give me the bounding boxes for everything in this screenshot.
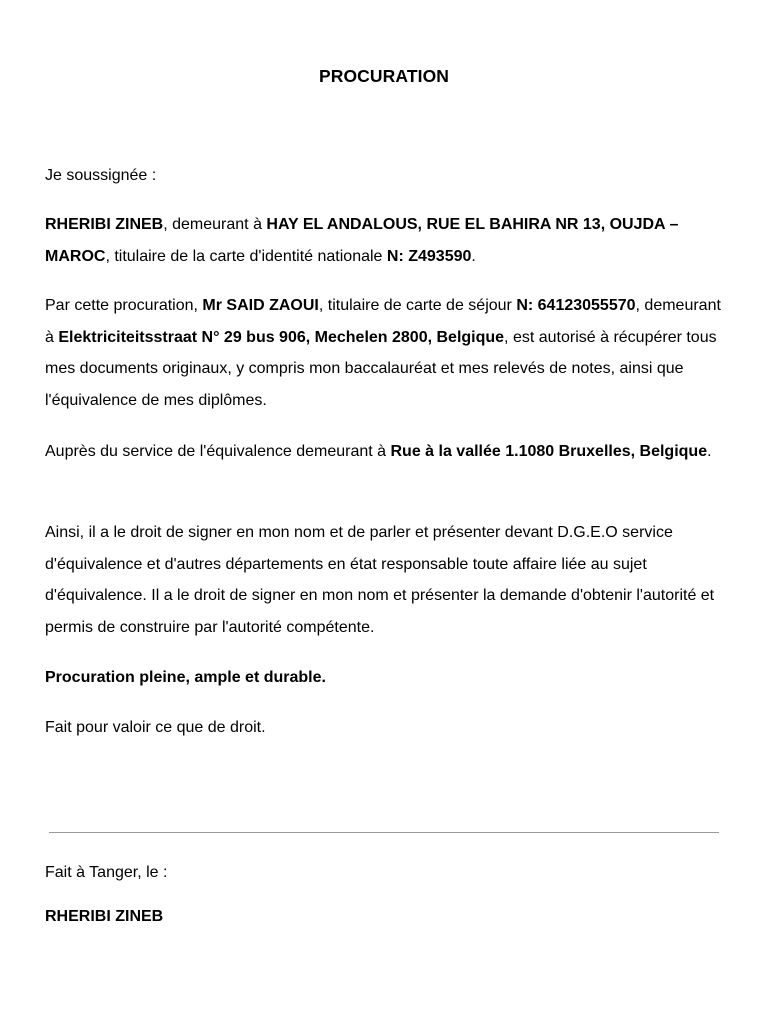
mandataire-permit-number: N: 64123055570 (516, 297, 636, 314)
mandataire-name: Mr SAID ZAOUI (202, 297, 319, 314)
service-paragraph (45, 436, 725, 468)
mandant-text-2: , titulaire de la carte d'identité nationale (105, 247, 387, 265)
mandataire-text-2: , titulaire de carte de séjour (318, 297, 517, 314)
signature-divider (49, 832, 719, 833)
mandataire-text-1: Par cette procuration, (45, 297, 203, 314)
mandant-text-1: , demeurant à (163, 216, 267, 233)
closing-line: Fait pour valoir ce que de droit. (45, 719, 266, 736)
mandant-text-3: . (471, 247, 476, 265)
service-address: Rue à la vallée 1.1080 Bruxelles, Belgique (390, 443, 708, 460)
powers-paragraph: Ainsi, il a le droit de signer en mon nom et de parler et présenter devant D.G.E.O service d'équivalence et d'autres départements en état responsable toute affaire liée au sujet d'équivalence. Il a le droit de signer en mon nom et présenter la demande d'obtenir l'autorité et permis de construire par l'autorité compétente. (45, 524, 715, 636)
mandataire-text-4: , est autorisé à récupérer tous mes documents originaux, y compris mon baccalauréat et mes relevés de notes, ainsi que l'équivalence de mes diplômes. (45, 328, 717, 409)
signatory-name: RHERIBI ZINEB (45, 908, 164, 925)
mandant-id-number: N: Z493590 (386, 247, 472, 265)
service-text-2: . (707, 443, 712, 460)
service-text-1: Auprès du service de l'équivalence demeurant à (45, 443, 391, 460)
mandant-paragraph (45, 209, 725, 272)
mandataire-paragraph (45, 290, 725, 416)
mandataire-address: Elektriciteitsstraat N° 29 bus 906, Mechelen 2800, Belgique (58, 328, 505, 346)
mandant-address: HAY EL ANDALOUS, RUE EL BAHIRA NR 13, OUJDA – MAROC (45, 216, 679, 265)
intro-line: Je soussignée : (45, 167, 157, 184)
place-date-line: Fait à Tanger, le : (45, 864, 168, 881)
mandataire-text-3: , demeurant à (45, 297, 721, 346)
scope-line: Procuration pleine, ample et durable. (45, 669, 326, 686)
mandant-name: RHERIBI ZINEB (45, 216, 164, 233)
document-title: PROCURATION (318, 66, 450, 86)
